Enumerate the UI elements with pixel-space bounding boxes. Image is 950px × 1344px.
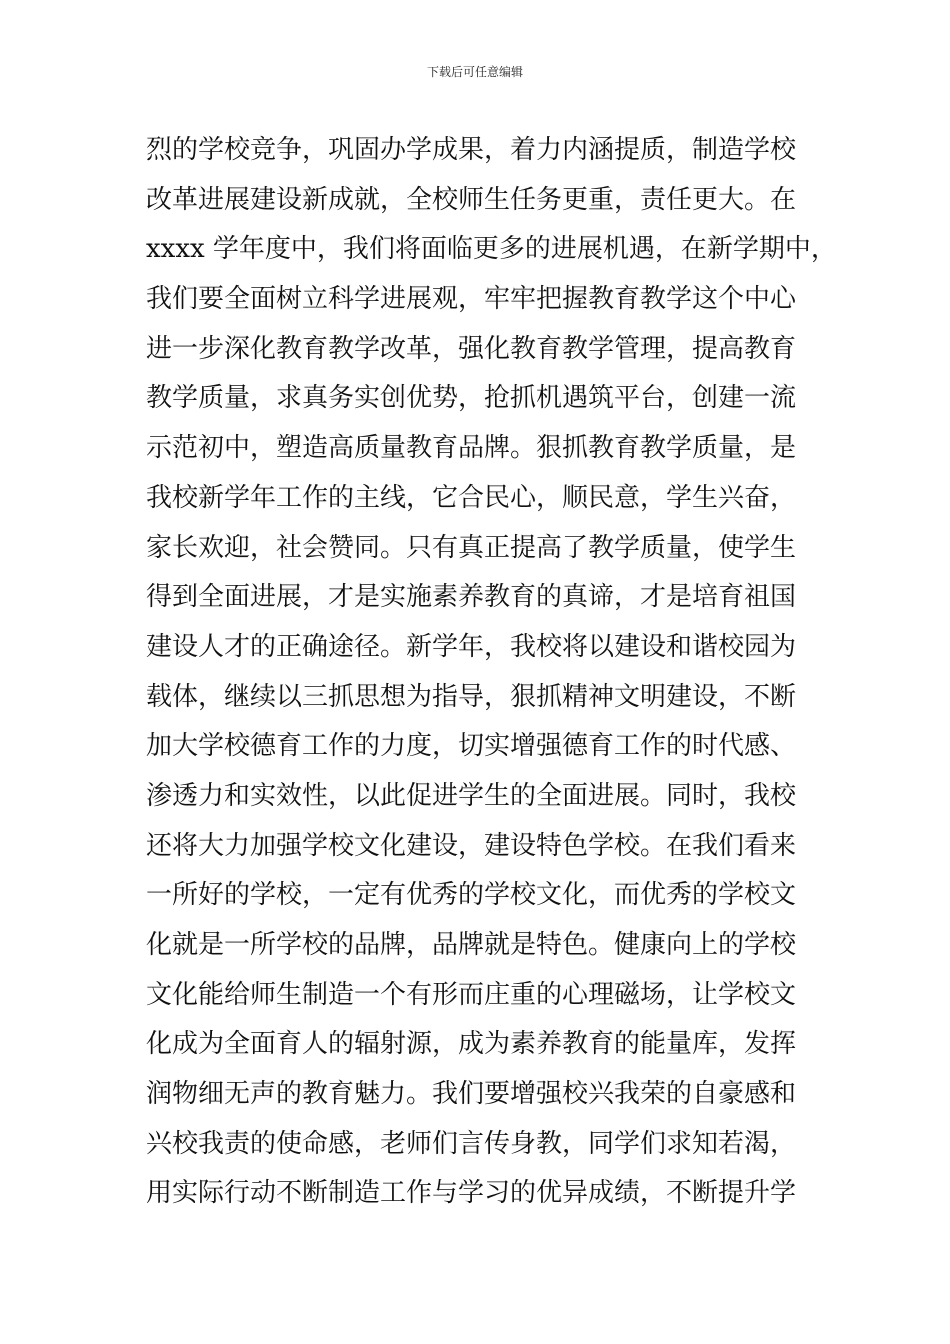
document-body bbox=[146, 126, 836, 1219]
body-line: 教学质量，求真务实创优势，抢抓机遇筑平台，创建一流 bbox=[146, 383, 797, 414]
body-line: xxxx 学年度中，我们将面临更多的进展机遇，在新学期中， bbox=[146, 234, 837, 265]
body-line: 烈的学校竞争，巩固办学成果，着力内涵提质，制造学校 bbox=[146, 135, 797, 165]
body-line: 改革进展建设新成就，全校师生任务更重，责任更大。在 bbox=[146, 184, 797, 215]
body-line: 渗透力和实效性，以此促进学生的全面进展。同时，我校 bbox=[146, 780, 797, 811]
body-line: 载体，继续以三抓思想为指导，狠抓精神文明建设，不断 bbox=[146, 681, 797, 712]
body-line: 文化能给师生制造一个有形而庄重的心理磁场，让学校文 bbox=[146, 979, 797, 1010]
page-header: 下载后可任意编辑 bbox=[426, 65, 523, 79]
body-line: 化就是一所学校的品牌，品牌就是特色。健康向上的学校 bbox=[146, 930, 797, 960]
body-line: 一所好的学校，一定有优秀的学校文化，而优秀的学校文 bbox=[146, 880, 797, 911]
body-line: 兴校我责的使命感，老师们言传身教，同学们求知若渴， bbox=[146, 1128, 797, 1159]
body-line: 还将大力加强学校文化建设，建设特色学校。在我们看来 bbox=[146, 830, 797, 861]
body-line: 得到全面进展，才是实施素养教育的真谛，才是培育祖国 bbox=[146, 582, 797, 613]
body-line: 我们要全面树立科学进展观，牢牢把握教育教学这个中心 bbox=[146, 284, 797, 315]
body-line: 加大学校德育工作的力度，切实增强德育工作的时代感、 bbox=[146, 731, 797, 762]
body-line: 润物细无声的教育魅力。我们要增强校兴我荣的自豪感和 bbox=[146, 1079, 797, 1110]
body-line: 化成为全面育人的辐射源，成为素养教育的能量库，发挥 bbox=[146, 1029, 797, 1060]
body-line: 家长欢迎，社会赞同。只有真正提高了教学质量，使学生 bbox=[146, 532, 797, 563]
body-line: 用实际行动不断制造工作与学习的优异成绩，不断提升学 bbox=[146, 1178, 797, 1209]
body-line: 示范初中，塑造高质量教育品牌。狠抓教育教学质量，是 bbox=[146, 433, 797, 464]
body-line: 建设人才的正确途径。新学年，我校将以建设和谐校园为 bbox=[146, 631, 797, 662]
body-line: 进一步深化教育教学改革，强化教育教学管理，提高教育 bbox=[146, 333, 797, 364]
body-line: 我校新学年工作的主线，它合民心，顺民意，学生兴奋， bbox=[146, 482, 797, 513]
